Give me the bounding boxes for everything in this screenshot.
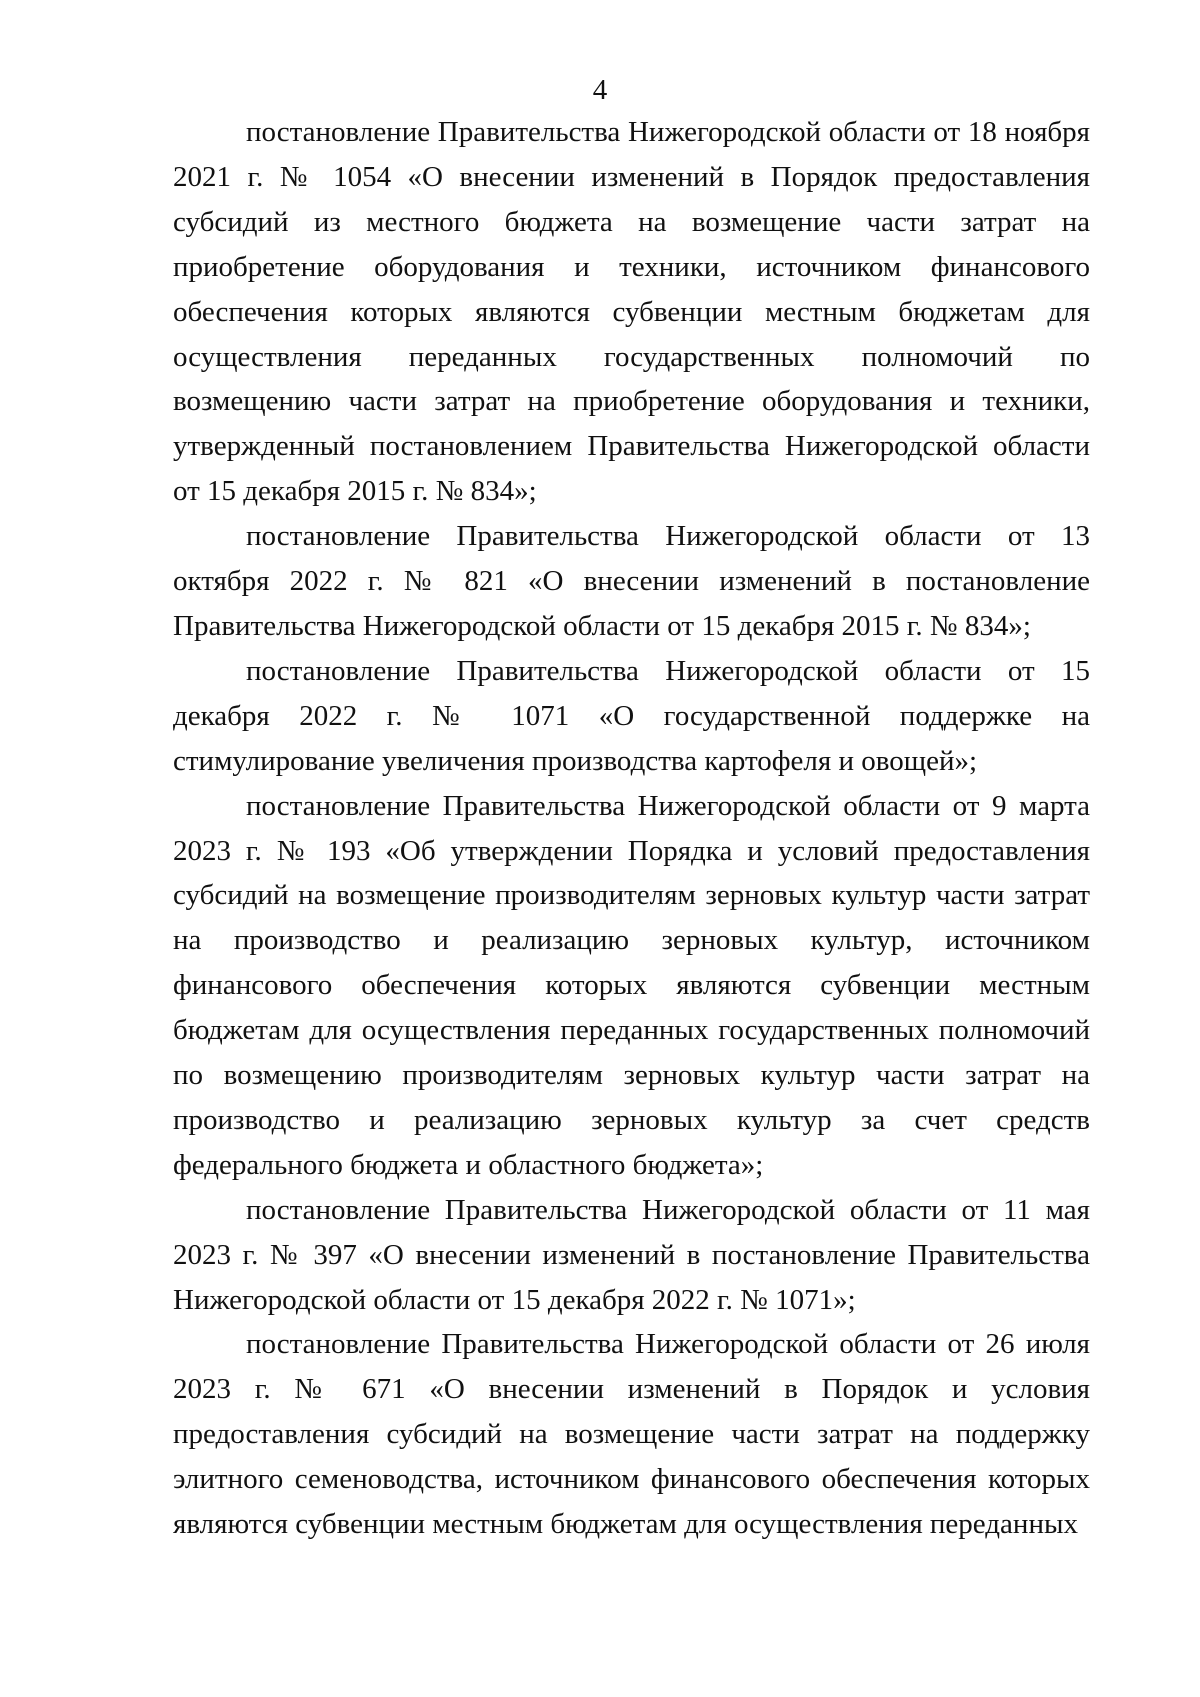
page-number: 4 (592, 74, 608, 106)
paragraph-resolution-821: постановление Правительства Нижегородской области от 13 октября 2022 г. № 821 «О внесении изменений в постановление Правительства Нижегородской области от 15 декабря 2015 г. № 834»; (173, 520, 1090, 642)
paragraph-resolution-1071: постановление Правительства Нижегородской области от 15 декабря 2022 г. № 1071 «О государственной поддержке на стимулирование увеличения производства картофеля и овощей»; (173, 654, 1090, 777)
paragraph-resolution-671: постановление Правительства Нижегородской области от 26 июля 2023 г. № 671 «О внесении изменений в Порядок и условия предоставления субсидий на возмещение части затрат на поддержку элитного семеноводства, источником финансового обеспечения которых являются субвенции местным бюджетам для осуществления переданных (173, 1328, 1090, 1541)
paragraph-resolution-397: постановление Правительства Нижегородской области от 11 мая 2023 г. № 397 «О внесении изменений в постановление Правительства Нижегородской области от 15 декабря 2022 г. № 1071»; (173, 1193, 1090, 1316)
paragraph-resolution-193: постановление Правительства Нижегородской области от 9 марта 2023 г. № 193 «Об утверждении Порядка и условий предоставления субсидий на возмещение производителям зерновых культур части затрат на производство и реализацию зерновых культур, источником финансового обеспечения которых являются субвенции местным бюджетам для осуществления переданных государственных полномочий по возмещению производителям зерновых культур части затрат на производство и реализацию зерновых культур за счет средств федерального бюджета и областного бюджета»; (173, 789, 1090, 1181)
document-body (173, 110, 1090, 1547)
paragraph-resolution-1054: постановление Правительства Нижегородской области от 18 ноября 2021 г. № 1054 «О внесении изменений в Порядок предоставления субсидий из местного бюджета на возмещение части затрат на приобретение оборудования и техники, источником финансового обеспечения которых являются субвенции местным бюджетам для осуществления переданных государственных полномочий по возмещению части затрат на приобретение оборудования и техники, утвержденный постановлением Правительства Нижегородской области от 15 декабря 2015 г. № 834»; (173, 116, 1090, 508)
